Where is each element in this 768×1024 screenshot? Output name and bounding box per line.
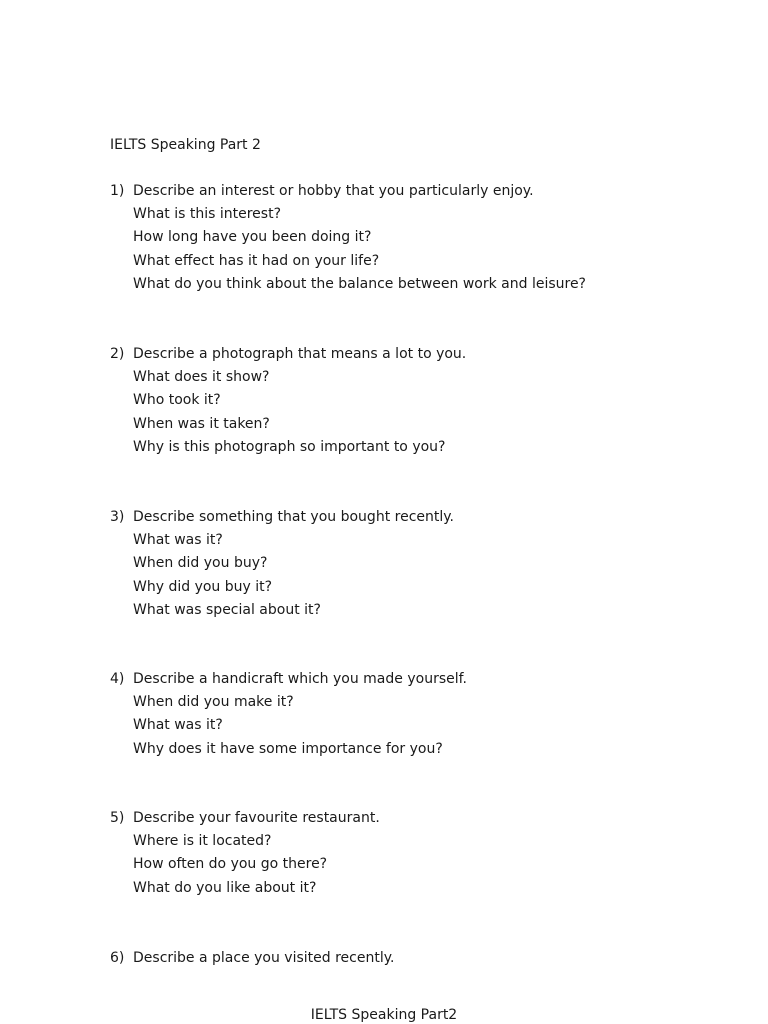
question-prompt-line bbox=[110, 345, 730, 368]
sub-question-line bbox=[110, 740, 730, 763]
sub-question: How long have you been doing it? bbox=[133, 229, 372, 246]
sub-question: What is this interest? bbox=[133, 206, 282, 223]
sub-question-line bbox=[110, 855, 730, 878]
question-number: 3) bbox=[110, 509, 125, 525]
sub-question: How often do you go there? bbox=[133, 856, 328, 873]
sub-question-line bbox=[110, 601, 730, 624]
sub-question: What effect has it had on your life? bbox=[133, 252, 380, 269]
page-footer: IELTS Speaking Part2 bbox=[310, 1007, 458, 1023]
sub-question: What was special about it? bbox=[133, 601, 321, 618]
question-prompt: Describe a place you visited recently. bbox=[133, 950, 395, 966]
question-prompt: Describe a handicraft which you made yourself. bbox=[133, 671, 467, 687]
sub-question-line bbox=[110, 415, 730, 438]
sub-question: When did you make it? bbox=[133, 694, 294, 711]
document-title: IELTS Speaking Part 2 bbox=[110, 137, 261, 153]
sub-question-line bbox=[110, 205, 730, 228]
sub-question: When was it taken? bbox=[133, 415, 270, 432]
sub-question: What does it show? bbox=[133, 369, 270, 386]
sub-question-line bbox=[110, 716, 730, 739]
question-number: 5) bbox=[110, 810, 125, 826]
sub-question-line bbox=[110, 391, 730, 414]
question-2 bbox=[110, 345, 730, 461]
sub-question: When did you buy? bbox=[133, 555, 268, 572]
sub-question: Why did you buy it? bbox=[133, 578, 273, 595]
sub-question: What do you like about it? bbox=[133, 879, 317, 896]
question-number: 4) bbox=[110, 671, 125, 687]
sub-question-line bbox=[110, 275, 730, 298]
question-prompt-line bbox=[110, 508, 730, 531]
question-4 bbox=[110, 670, 730, 763]
question-prompt-line bbox=[110, 949, 730, 972]
question-number: 6) bbox=[110, 950, 125, 966]
question-3 bbox=[110, 508, 730, 624]
question-prompt: Describe an interest or hobby that you particularly enjoy. bbox=[133, 183, 534, 199]
question-number: 2) bbox=[110, 346, 125, 362]
question-6 bbox=[110, 949, 730, 972]
sub-question-line bbox=[110, 554, 730, 577]
sub-question-line bbox=[110, 531, 730, 554]
sub-question: What do you think about the balance between work and leisure? bbox=[133, 275, 586, 292]
sub-question: What was it? bbox=[133, 717, 223, 734]
question-number: 1) bbox=[110, 183, 125, 199]
question-5 bbox=[110, 809, 730, 902]
question-prompt: Describe your favourite restaurant. bbox=[133, 810, 380, 826]
sub-question: Where is it located? bbox=[133, 833, 272, 850]
sub-question-line bbox=[110, 693, 730, 716]
question-prompt-line bbox=[110, 670, 730, 693]
sub-question: Why does it have some importance for you? bbox=[133, 740, 443, 757]
sub-question-line bbox=[110, 879, 730, 902]
sub-question-line bbox=[110, 228, 730, 251]
sub-question: What was it? bbox=[133, 532, 223, 549]
sub-question-line bbox=[110, 368, 730, 391]
sub-question: Who took it? bbox=[133, 392, 221, 409]
sub-question-line bbox=[110, 252, 730, 275]
question-prompt: Describe something that you bought recently. bbox=[133, 509, 454, 525]
question-prompt-line bbox=[110, 809, 730, 832]
sub-question-line bbox=[110, 832, 730, 855]
question-prompt-line bbox=[110, 182, 730, 205]
sub-question: Why is this photograph so important to you? bbox=[133, 438, 446, 455]
sub-question-line bbox=[110, 578, 730, 601]
question-1 bbox=[110, 182, 730, 298]
sub-question-line bbox=[110, 438, 730, 461]
question-prompt: Describe a photograph that means a lot to you. bbox=[133, 346, 467, 362]
